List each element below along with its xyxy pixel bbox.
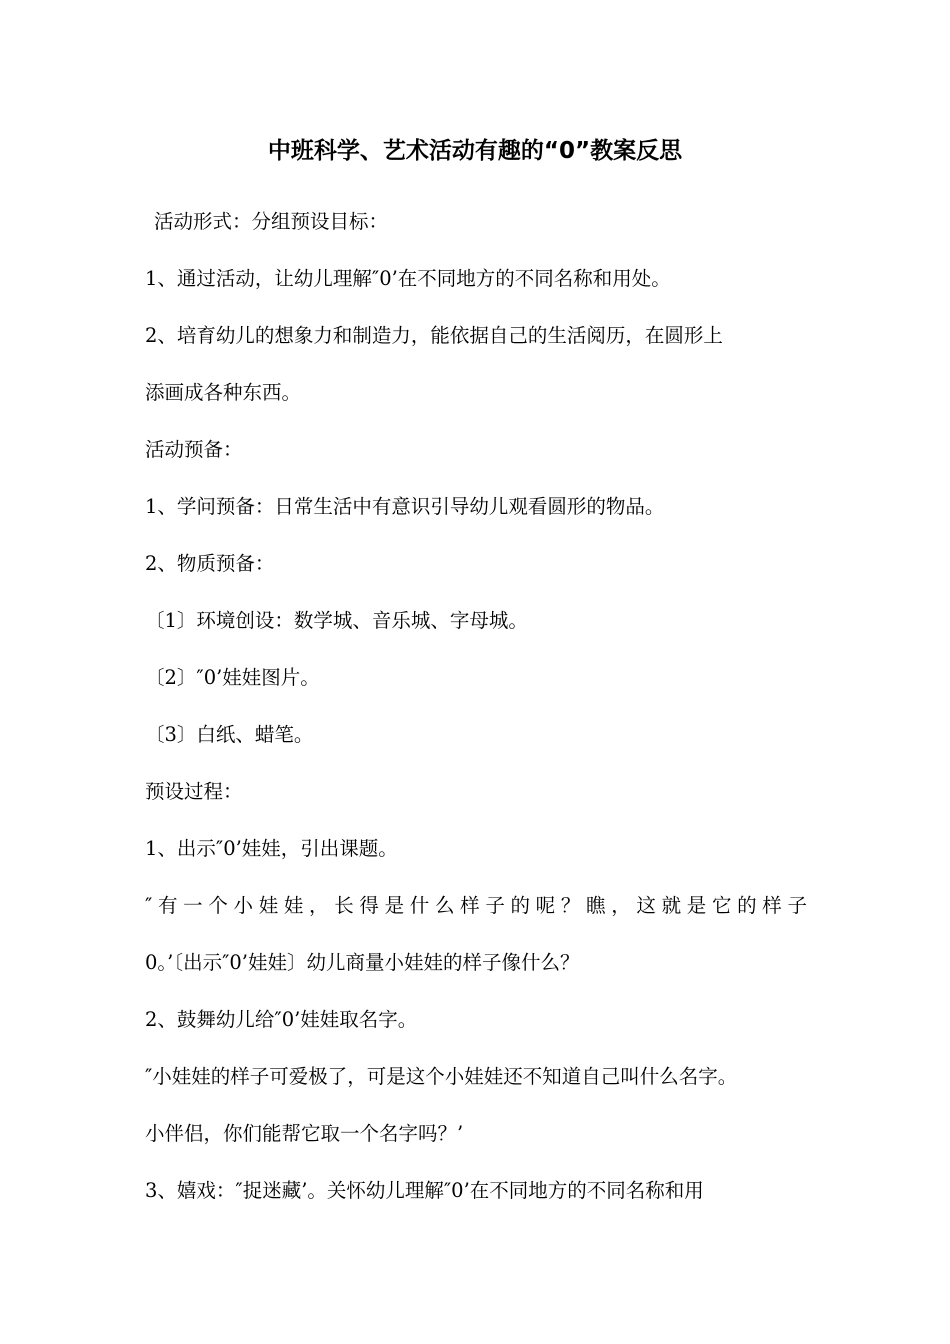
text-line: 〔2〕″0’娃娃图片。 [145, 666, 320, 689]
text-line: ″有一个小娃娃，长得是什么样子的呢？瞧，这就是它的样子 [145, 894, 807, 917]
text-line: 1、出示″0’娃娃，引出课题。 [145, 837, 398, 860]
text-line: 2、鼓舞幼儿给″0’娃娃取名字。 [145, 1008, 418, 1031]
text-line: 2、培育幼儿的想象力和制造力，能依据自己的生活阅历，在圆形上 [145, 324, 723, 347]
document-title: 中班科学、艺术活动有趣的“0”教案反思 [267, 138, 683, 164]
text-line: 〔1〕环境创设：数学城、音乐城、字母城。 [145, 609, 528, 632]
text-line: 2、物质预备： [145, 552, 275, 575]
text-line: 3、嬉戏：″捉迷藏’。关怀幼儿理解″0’在不同地方的不同名称和用 [145, 1179, 704, 1202]
text-line: ″小娃娃的样子可爱极了，可是这个小娃娃还不知道自己叫什么名字。 [145, 1065, 738, 1088]
text-line: 活动形式：分组预设目标： [154, 210, 389, 233]
text-line: 1、通过活动，让幼儿理解″0’在不同地方的不同名称和用处。 [145, 267, 671, 290]
text-line: 预设过程： [145, 780, 243, 803]
text-line: 0。’〔出示″0’娃娃〕幼儿商量小娃娃的样子像什么？ [145, 951, 580, 974]
text-line: 〔3〕白纸、蜡笔。 [145, 723, 314, 746]
text-line: 活动预备： [145, 438, 243, 461]
text-line: 1、学问预备：日常生活中有意识引导幼儿观看圆形的物品。 [145, 495, 665, 518]
text-line: 添画成各种东西。 [145, 381, 302, 404]
text-line: 小伴侣，你们能帮它取一个名字吗？’ [145, 1122, 464, 1145]
